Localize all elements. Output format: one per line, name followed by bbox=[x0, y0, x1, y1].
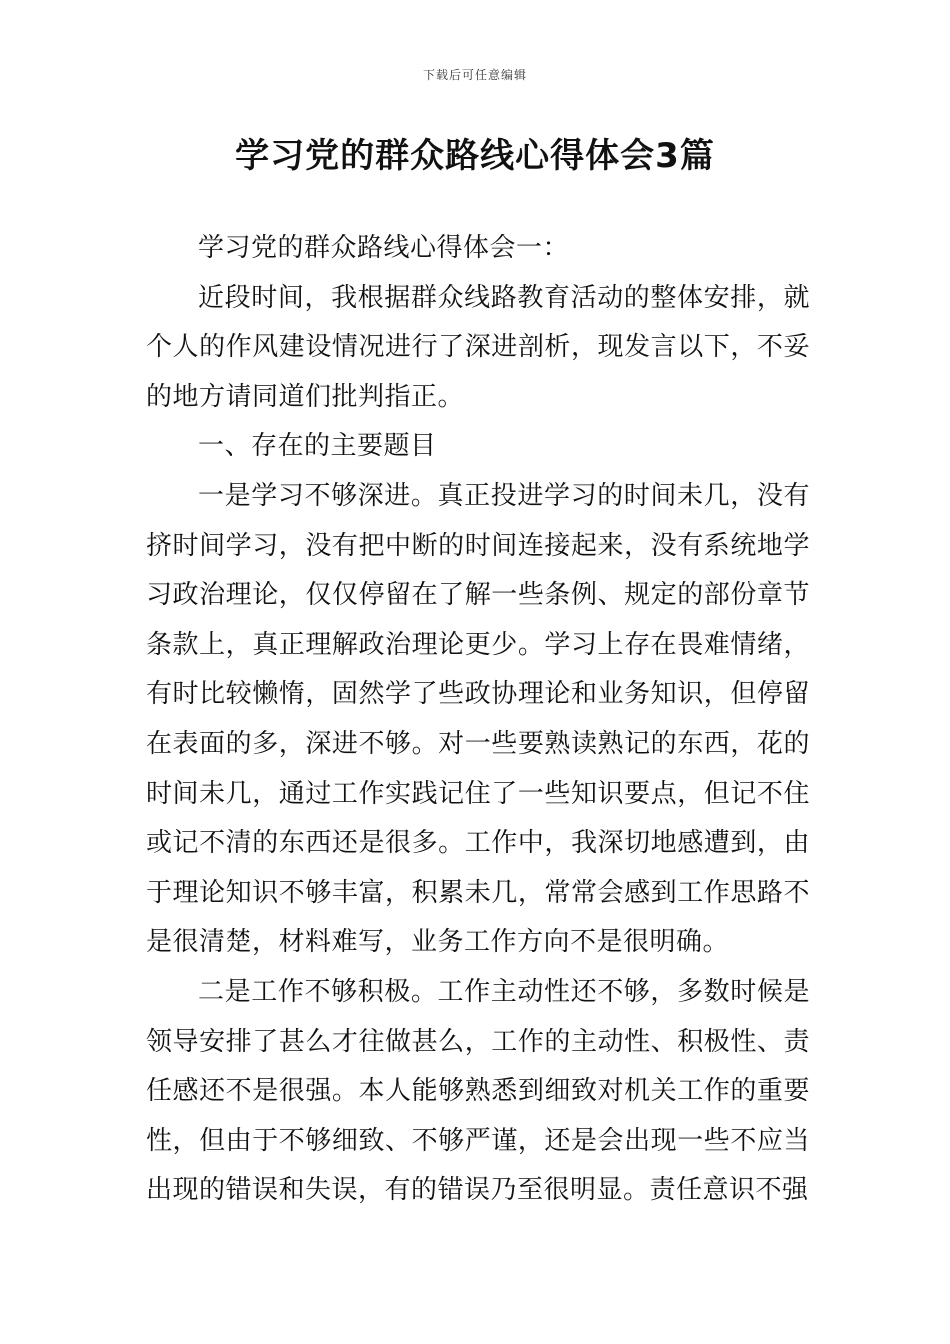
section-heading: 一、存在的主要题目 bbox=[198, 431, 437, 462]
paragraph-intro: 近段时间，我根据群众线路教育活动的整体安排，就个人的作风建设情况进行了深进剖析，现发言以下，不妥的地方请同道们批判指正。 bbox=[146, 282, 810, 412]
header-note: 下载后可任意编辑 bbox=[422, 68, 527, 82]
paragraph-subtitle: 学习党的群众路线心得体会一： bbox=[198, 233, 570, 263]
paragraph-point-one: 一是学习不够深进。真正投进学习的时间未几，没有挤时间学习，没有把中断的时间连接起来，没有系统地学习政治理论，仅仅停留在了解一些条例、规定的部份章节条款上，真正理解政治理论更少。学习上存在畏难情绪，有时比较懒惰，固然学了些政协理论和业务知识，但停留在表面的多，深进不够。对一些要熟读熟记的东西，花的时间未几，通过工作实践记住了一些知识要点，但记不住或记不清的东西还是很多。工作中，我深切地感遭到，由于理论知识不够丰富，积累未几，常常会感到工作思路不是很清楚，材料难写，业务工作方向不是很明确。 bbox=[146, 480, 810, 958]
document-body bbox=[146, 224, 810, 1216]
paragraph-point-two: 二是工作不够积极。工作主动性还不够，多数时候是领导安排了甚么才往做甚么，工作的主动性、积极性、责任感还不是很强。本人能够熟悉到细致对机关工作的重要性，但由于不够细致、不够严谨，还是会出现一些不应当出现的错误和失误，有的错误乃至很明显。责任意识不强 bbox=[146, 976, 810, 1206]
document-title: 学习党的群众路线心得体会3篇 bbox=[235, 136, 715, 176]
